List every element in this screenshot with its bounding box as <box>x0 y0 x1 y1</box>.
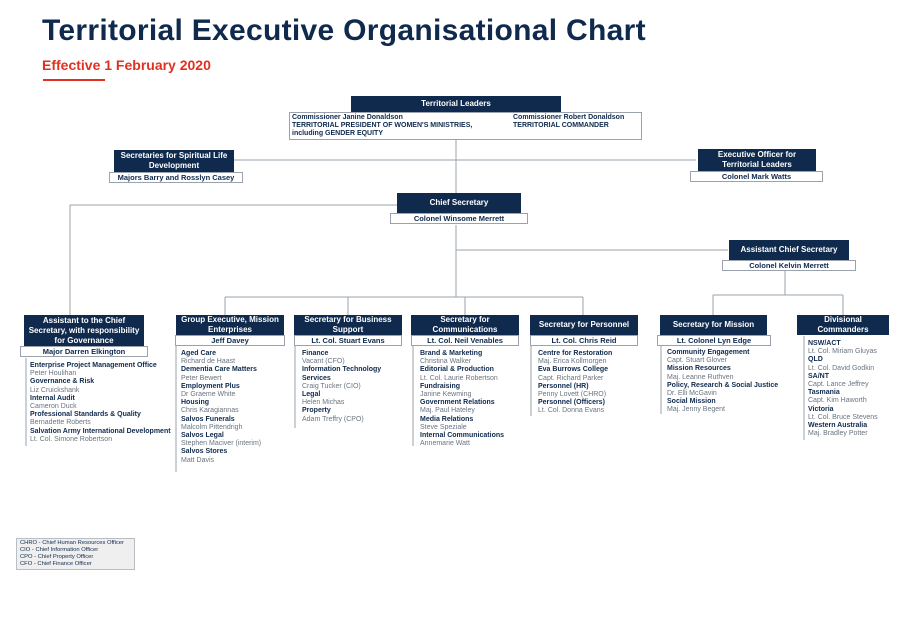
list-item: Peter Houlihan <box>30 370 77 378</box>
legend-item: CPO - Chief Property Officer <box>20 554 94 560</box>
personnel-name: Lt. Col. Chris Reid <box>530 335 638 346</box>
list-item: Brand & Marketing <box>420 350 483 357</box>
list-item: SA/NT <box>808 372 829 380</box>
territorial-leaders-box <box>289 112 642 140</box>
list-item: Community Engagement <box>667 349 750 356</box>
list-item: Maj. Erica Kollmorgen <box>538 358 607 366</box>
abbreviations-legend <box>16 538 135 570</box>
list-item: Salvation Army International Development <box>30 427 171 435</box>
leader-janine-role: TERRITORIAL PRESIDENT OF WOMEN'S MINISTRIES, <box>292 122 473 129</box>
list-item: QLD <box>808 356 823 364</box>
list-item: Professional Standards & Quality <box>30 411 141 419</box>
page-title: Territorial Executive Organisational Chart <box>42 14 646 47</box>
list-item: Lt. Col. Laurie Robertson <box>420 374 498 382</box>
enterprises-header: Group Executive, Mission Enterprises <box>176 315 284 335</box>
spiritual-life-header: Secretaries for Spiritual Life Development <box>114 150 234 172</box>
list-item: Capt. Richard Parker <box>538 374 604 382</box>
list-item: Property <box>302 407 331 415</box>
leader-robert-role: TERRITORIAL COMMANDER <box>513 122 609 129</box>
list-item: Christina Walker <box>420 358 472 366</box>
list-item: Maj. Bradley Potter <box>808 430 868 438</box>
list-item: Bernadette Roberts <box>30 419 91 427</box>
chief-secretary-header: Chief Secretary <box>397 193 521 213</box>
enterprises-name: Jeff Davey <box>175 335 285 346</box>
list-item: Craig Tucker (CIO) <box>302 382 361 390</box>
personnel-header: Secretary for Personnel <box>530 315 638 335</box>
list-item: Dementia Care Matters <box>181 366 257 374</box>
divisional-header: Divisional Commanders <box>797 315 889 335</box>
list-item: Aged Care <box>181 350 217 357</box>
list-item: Government Relations <box>420 399 495 407</box>
legend-item: CIO - Chief Information Officer <box>20 547 99 553</box>
list-item: Matt Davis <box>181 456 215 464</box>
spiritual-life-name: Majors Barry and Rosslyn Casey <box>109 172 243 183</box>
list-item: Vacant (CFO) <box>302 358 345 366</box>
mission-header: Secretary for Mission <box>660 315 767 335</box>
list-item: Personnel (HR) <box>538 382 589 390</box>
list-item: Helen Michas <box>302 399 345 407</box>
list-item: Eva Burrows College <box>538 366 609 374</box>
list-item: Enterprise Project Management Office <box>30 362 157 369</box>
governance-header: Assistant to the Chief Secretary, with responsibility for Governance <box>24 315 144 346</box>
list-item: Housing <box>181 399 209 407</box>
list-item: Internal Communications <box>420 432 505 440</box>
communications-list <box>420 350 528 448</box>
list-item: Lt. Col. Miriam Gluyas <box>808 348 877 356</box>
list-item: Adam Treffry (CPO) <box>302 415 364 423</box>
mission-name: Lt. Colonel Lyn Edge <box>657 335 771 346</box>
list-item: Tasmania <box>808 389 840 397</box>
list-item: Lt. Col. David Godkin <box>808 364 875 372</box>
list-item: Chris Karagiannas <box>181 407 239 415</box>
list-item: Employment Plus <box>181 382 240 390</box>
list-item: Western Australia <box>808 422 868 430</box>
list-item: Stephen Maciver (interim) <box>181 440 262 448</box>
list-item: Penny Lovett (CHRO) <box>538 391 607 399</box>
list-item: Lt. Col. Donna Evans <box>538 407 605 415</box>
list-item: Salvos Funerals <box>181 415 235 423</box>
assistant-chief-header: Assistant Chief Secretary <box>729 240 849 260</box>
list-item: Personnel (Officers) <box>538 399 605 407</box>
list-item: Governance & Risk <box>30 378 95 386</box>
list-item: Liz Cruickshank <box>30 386 80 394</box>
personnel-list <box>538 350 646 416</box>
business-support-name: Lt. Col. Stuart Evans <box>294 335 402 346</box>
list-item: Salvos Stores <box>181 448 228 456</box>
communications-header: Secretary for Communications <box>411 315 519 335</box>
list-item: Fundraising <box>420 382 461 390</box>
list-item: Capt. Stuart Glover <box>667 357 727 365</box>
list-item: Peter Bewert <box>181 374 222 382</box>
governance-name: Major Darren Elkington <box>20 346 148 357</box>
list-item: Policy, Research & Social Justice <box>667 381 779 389</box>
territorial-leaders-header: Territorial Leaders <box>351 96 561 112</box>
list-item: Finance <box>302 350 329 357</box>
list-item: Dr. Elli McGavin <box>667 390 717 398</box>
list-item: Legal <box>302 391 321 399</box>
list-item: Lt. Col. Simone Robertson <box>30 435 113 443</box>
leader-robert-name: Commissioner Robert Donaldson <box>513 114 625 121</box>
leader-janine-role-cont: including GENDER EQUITY <box>292 130 384 137</box>
list-item: Social Mission <box>667 398 716 406</box>
communications-name: Lt. Col. Neil Venables <box>411 335 519 346</box>
divisional-list <box>808 340 898 438</box>
list-item: Richard de Haast <box>181 358 236 366</box>
chief-secretary-name: Colonel Winsome Merrett <box>390 213 528 224</box>
legend-item: CHRO - Chief Human Resources Officer <box>20 540 124 546</box>
executive-officer-header: Executive Officer for Territorial Leaders <box>698 149 816 171</box>
mission-list <box>667 349 792 415</box>
list-item: Media Relations <box>420 415 474 423</box>
list-item: Capt. Kim Haworth <box>808 397 867 405</box>
list-item: NSW/ACT <box>808 340 841 347</box>
list-item: Salvos Legal <box>181 432 224 440</box>
list-item: Victoria <box>808 405 834 413</box>
list-item: Internal Audit <box>30 394 75 402</box>
effective-date: Effective 1 February 2020 <box>42 57 211 73</box>
list-item: Capt. Lance Jeffrey <box>808 381 869 389</box>
list-item: Services <box>302 374 331 382</box>
list-item: Maj. Jenny Begent <box>667 406 725 414</box>
leader-janine-name: Commissioner Janine Donaldson <box>292 114 403 121</box>
business-support-list <box>302 350 410 424</box>
list-item: Information Technology <box>302 366 382 374</box>
list-item: Malcolm Pittendrigh <box>181 423 243 431</box>
business-support-header: Secretary for Business Support <box>294 315 402 335</box>
list-item: Annemarie Watt <box>420 440 470 448</box>
list-item: Maj. Paul Hateley <box>420 407 475 415</box>
list-item: Lt. Col. Bruce Stevens <box>808 413 878 421</box>
enterprises-list <box>181 350 291 465</box>
governance-list <box>30 362 175 444</box>
list-item: Editorial & Production <box>420 366 494 374</box>
list-item: Centre for Restoration <box>538 350 613 357</box>
list-item: Steve Speziale <box>420 423 467 431</box>
list-item: Dr Graeme White <box>181 391 236 399</box>
list-item: Mission Resources <box>667 365 731 373</box>
list-item: Cameron Duck <box>30 403 77 411</box>
assistant-chief-name: Colonel Kelvin Merrett <box>722 260 856 271</box>
executive-officer-name: Colonel Mark Watts <box>690 171 823 182</box>
list-item: Maj. Leanne Ruthven <box>667 373 734 381</box>
legend-item: CFO - Chief Finance Officer <box>20 561 92 567</box>
list-item: Janine Kewming <box>420 391 472 399</box>
